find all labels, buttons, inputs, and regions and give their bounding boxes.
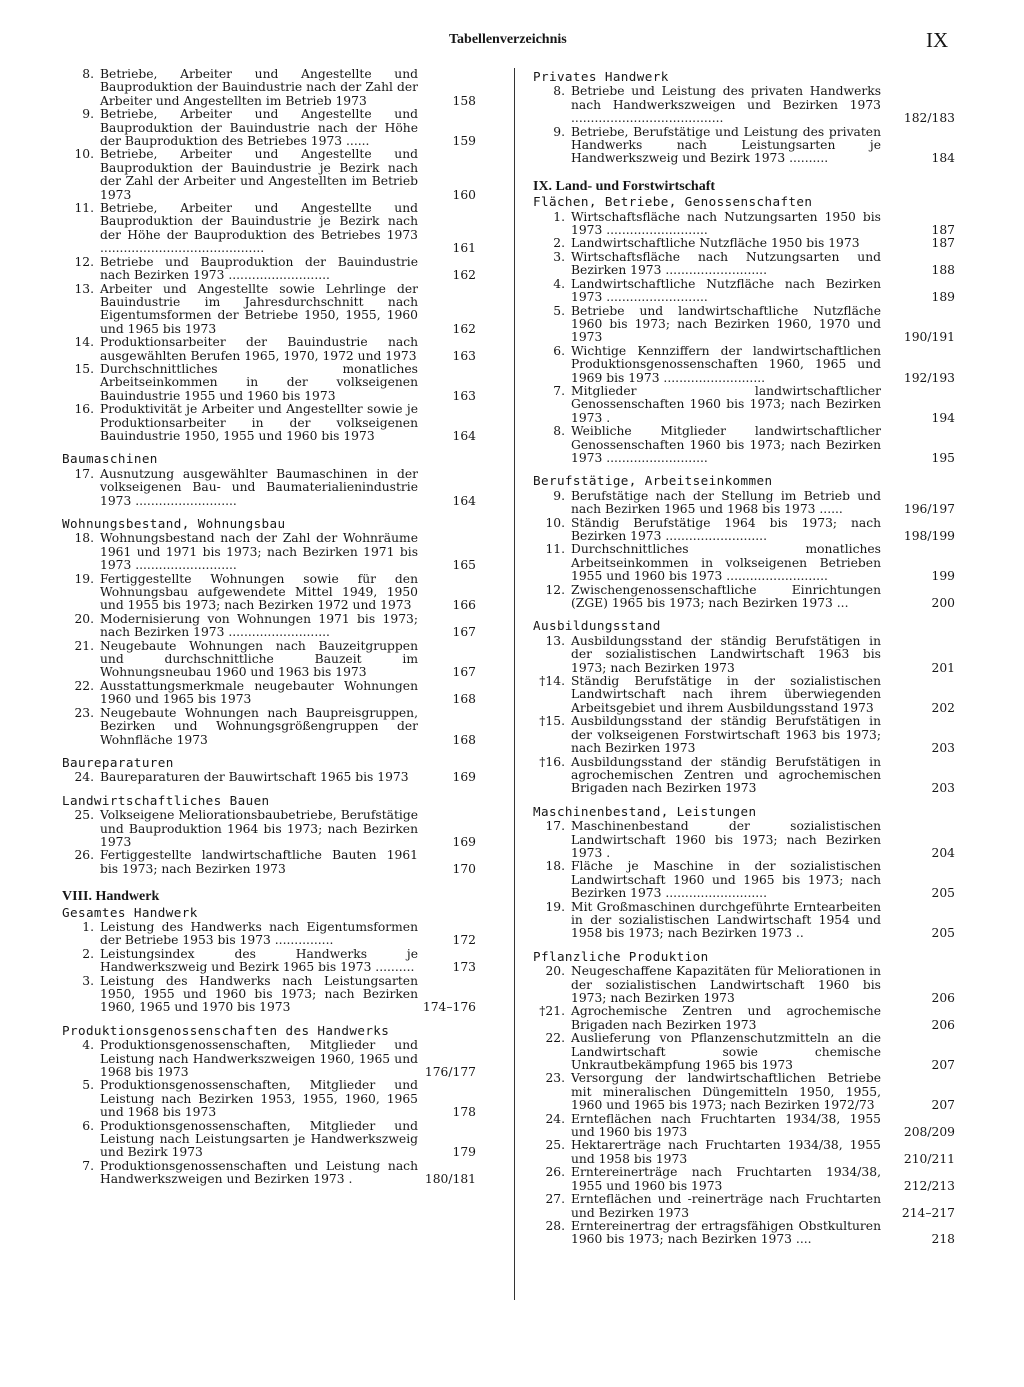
toc-entry (62, 202, 476, 256)
entry-number: 2. (82, 946, 94, 961)
entry-number: 4. (82, 1038, 94, 1053)
entry-title: Ausbildungsstand der ständig Berufstätigen in der sozialistischen Landwirtschaft 1963 bis 1973; nach Bezirken 1973 (571, 633, 881, 675)
entry-page: 203 (931, 781, 955, 796)
entry-title: Wirtschaftsfläche nach Nutzungsarten und Bezirken 1973 .......................... (571, 249, 881, 278)
entry-number: †16. (539, 754, 565, 769)
entry-page: 173 (452, 960, 476, 975)
toc-entry (533, 425, 955, 465)
toc-entry (62, 403, 476, 443)
entry-page: 214–217 (901, 1205, 955, 1220)
entry-title: Erntereinerträge nach Fruchtarten 1934/38, 1955 und 1960 bis 1973 (571, 1165, 881, 1193)
entry-page: 164 (452, 493, 476, 508)
entry-page: 194 (931, 410, 955, 425)
toc-entry (533, 901, 955, 941)
entry-number: 5. (553, 303, 565, 318)
entry-page: 199 (931, 569, 955, 584)
entry-page: 163 (452, 348, 476, 363)
entry-title: Leistung des Handwerks nach Leistungsarten 1950, 1955 und 1960 bis 1973; nach Bezirken 1960, 1965 und 1970 bis 1973 (100, 973, 418, 1015)
entry-page: 169 (452, 770, 476, 785)
entry-number: 11. (74, 201, 94, 216)
toc-entry (62, 573, 476, 613)
entry-number: 17. (74, 466, 94, 481)
entry-number: 14. (74, 335, 94, 350)
entry-title: Ausnutzung ausgewählter Baumaschinen in der volkseigenen Bau- und Baumaterialienindustrie 1973 .......................... (100, 466, 418, 508)
toc-entry (533, 278, 955, 305)
entry-title: Mitglieder landwirtschaftlicher Genossenschaften 1960 bis 1973; nach Bezirken 1973 . (571, 383, 881, 425)
entry-number: 11. (545, 542, 565, 557)
entry-group-baureparaturen (62, 771, 476, 784)
entry-page: 163 (452, 388, 476, 403)
entry-number: 9. (82, 107, 94, 122)
entry-title: Baureparaturen der Bauwirtschaft 1965 bis 1973 (100, 770, 409, 785)
toc-entry (62, 680, 476, 707)
toc-entry (62, 68, 476, 108)
entry-number: 13. (545, 633, 565, 648)
toc-entry (533, 1005, 955, 1032)
entry-number: 18. (74, 531, 94, 546)
toc-entry (533, 237, 955, 250)
entry-number: 21. (74, 638, 94, 653)
toc-entry (62, 849, 476, 876)
toc-entry (62, 771, 476, 784)
subheading: Wohnungsbestand, Wohnungsbau (62, 516, 286, 531)
entry-page: 178 (452, 1105, 476, 1120)
entry-title: Modernisierung von Wohnungen 1971 bis 1973; nach Bezirken 1973 .......................... (100, 611, 418, 640)
entry-title: Wirtschaftsfläche nach Nutzungsarten 1950 bis 1973 .......................... (571, 209, 881, 238)
subheading: Gesamtes Handwerk (62, 904, 198, 920)
entry-title: Leistungsindex des Handwerks je Handwerkszweig und Bezirk 1965 bis 1973 .......... (100, 946, 418, 975)
entry-number: 20. (74, 611, 94, 626)
toc-entry (533, 1032, 955, 1072)
entry-title: Betriebe, Arbeiter und Angestellte und Bauproduktion der Bauindustrie je Bezirk nach der Höhe der Bauproduktion des Betriebes 1973 .......................................... (100, 201, 418, 256)
entry-group-gesamtes-handwerk (62, 921, 476, 1015)
entry-number: 10. (74, 147, 94, 162)
entry-number: 8. (82, 67, 94, 81)
toc-entry (62, 283, 476, 337)
entry-title: Arbeiter und Angestellte sowie Lehrlinge der Bauindustrie im Jahresdurchschnitt nach Eigentumsformen der Betriebe 1950, 1955, 1960 und 1965 bis 1973 (100, 281, 418, 336)
entry-number: 22. (74, 678, 94, 693)
entry-page: 189 (931, 290, 955, 305)
toc-entry (62, 148, 476, 202)
entry-number: 26. (74, 848, 94, 863)
entry-title: Versorgung der landwirtschaftlichen Betriebe mit mineralischen Düngemitteln 1950, 1955, 1960 und 1965 bis 1973; nach Bezirken 1972/73 (571, 1071, 881, 1113)
entry-page: 196/197 (903, 502, 955, 517)
entry-number: 25. (545, 1138, 565, 1153)
entry-group-landwirtschaftliches-bauen (62, 809, 476, 876)
entry-title: Betriebe, Arbeiter und Angestellte und Bauproduktion der Bauindustrie nach der Höhe der Bauproduktion des Betriebes 1973 ...... (100, 107, 418, 149)
entry-title: Ausbildungsstand der ständig Berufstätigen in agrochemischen Zentren und agrochemischen Brigaden nach Bezirken 1973 (571, 754, 881, 796)
entry-page: 188 (931, 263, 955, 278)
entry-number: 23. (545, 1071, 565, 1086)
entry-page: 205 (931, 886, 955, 901)
toc-entry (62, 363, 476, 403)
running-title: Tabellenverzeichnis (449, 32, 567, 47)
entry-title: Ausbildungsstand der ständig Berufstätigen in der volkseigenen Forstwirtschaft 1963 bis 1973; nach Bezirken 1973 (571, 714, 881, 756)
entry-title: Produktionsgenossenschaften, Mitglieder und Leistung nach Handwerkszweigen 1960, 1965 und 1968 bis 1973 (100, 1038, 418, 1080)
entry-number: 24. (545, 1111, 565, 1126)
toc-entry (62, 532, 476, 572)
entry-group-maschinenbestand (533, 820, 955, 941)
entry-number: 9. (553, 124, 565, 139)
entry-page: 205 (931, 926, 955, 941)
entry-page: 195 (931, 450, 955, 465)
toc-entry (62, 1079, 476, 1119)
toc-entry (533, 1166, 955, 1193)
entry-page: 206 (931, 991, 955, 1005)
entry-title: Durchschnittliches monatliches Arbeitseinkommen in der volkseigenen Bauindustrie 1955 und 1960 bis 1973 (100, 361, 418, 403)
entry-title: Wichtige Kennziffern der landwirtschaftlichen Produktionsgenossenschaften 1960, 1965 und 1969 bis 1973 .......................... (571, 343, 881, 385)
entry-page: 168 (452, 732, 476, 747)
entry-number: 1. (82, 919, 94, 934)
entry-title: Betriebe und Bauproduktion der Bauindustrie nach Bezirken 1973 .......................... (100, 254, 418, 283)
entry-group-privates-handwerk (533, 85, 955, 165)
toc-entry (62, 256, 476, 283)
subheading: Privates Handwerk (533, 69, 669, 84)
page-number: IX (926, 28, 949, 52)
entry-page: 182/183 (903, 111, 955, 126)
entry-number: 6. (553, 343, 565, 358)
entry-number: 16. (74, 402, 94, 417)
toc-entry (533, 543, 955, 583)
toc-entry (533, 820, 955, 860)
entry-title: Ernteflächen nach Fruchtarten 1934/38, 1955 und 1960 bis 1973 (571, 1111, 881, 1140)
subheading: Baumaschinen (62, 451, 158, 467)
entry-number: 20. (545, 964, 565, 979)
entry-title: Landwirtschaftliche Nutzfläche 1950 bis 1973 (571, 236, 860, 251)
entry-number: 25. (74, 808, 94, 823)
entry-number: 13. (74, 281, 94, 296)
entry-number: 8. (553, 424, 565, 439)
subheading: Landwirtschaftliches Bauen (62, 792, 270, 808)
entry-number: 4. (553, 276, 565, 291)
entry-group-wohnungsbestand (62, 532, 476, 747)
entry-group-baumaschinen (62, 468, 476, 508)
toc-entry (62, 707, 476, 747)
column-divider (514, 68, 515, 1300)
entry-title: Ausstattungsmerkmale neugebauter Wohnungen 1960 und 1965 bis 1973 (100, 678, 418, 707)
entry-number: 23. (74, 705, 94, 720)
entry-page: 180/181 (424, 1172, 476, 1187)
entry-number: 17. (545, 819, 565, 834)
entry-page: 165 (452, 558, 476, 573)
toc-entry (533, 345, 955, 385)
toc-entry (533, 1113, 955, 1140)
entry-title: Produktivität je Arbeiter und Angestellter sowie je Produktionsarbeiter in der volkseigenen Bauindustrie 1950, 1955 und 1960 bis 1973 (100, 402, 418, 443)
toc-entry (533, 211, 955, 238)
subheading: Pflanzliche Produktion (533, 948, 709, 964)
entry-title: Leistung des Handwerks nach Eigentumsformen der Betriebe 1953 bis 1973 ............... (100, 919, 418, 948)
toc-entry (62, 613, 476, 640)
entry-page: 218 (931, 1232, 955, 1247)
toc-entry (533, 517, 955, 544)
toc-entry (533, 860, 955, 900)
entry-page: 201 (931, 660, 955, 675)
entry-title: Produktionsgenossenschaften und Leistung nach Handwerkszweigen und Bezirken 1973 . (100, 1158, 418, 1187)
entry-page: 207 (931, 1098, 955, 1113)
entry-number: 24. (74, 770, 94, 785)
entry-page: 164 (452, 428, 476, 443)
entry-title: Wohnungsbestand nach der Zahl der Wohnräume 1961 und 1971 bis 1973; nach Bezirken 1971 bis 1973 .......................... (100, 531, 418, 573)
toc-entry (533, 1139, 955, 1166)
entry-number: 3. (82, 973, 94, 988)
toc-entry (62, 1039, 476, 1079)
entry-group-pflanzliche-produktion (533, 965, 955, 1247)
entry-title: Mit Großmaschinen durchgeführte Erntearbeiten in der sozialistischen Landwirtschaft 1954 und 1958 bis 1973; nach Bezirken 1973 .. (571, 899, 881, 941)
entry-title: Hektarerträge nach Fruchtarten 1934/38, 1955 und 1958 bis 1973 (571, 1138, 881, 1166)
entry-page: 202 (931, 700, 955, 715)
entry-page: 187 (931, 236, 955, 251)
entry-title: Auslieferung von Pflanzenschutzmitteln an die Landwirtschaft sowie chemische Unkrautbekämpfung 1965 bis 1973 (571, 1031, 881, 1073)
toc-entry (533, 756, 955, 796)
entry-page: 168 (452, 692, 476, 707)
entry-title: Fläche je Maschine in der sozialistischen Landwirtschaft 1960 und 1965 bis 1973; nach Bezirken 1973 .......................... (571, 859, 881, 901)
entry-number: 5. (82, 1078, 94, 1093)
toc-entry (62, 975, 476, 1015)
entry-title: Fertiggestellte Wohnungen sowie für den Wohnungsbau aufgewendete Mittel 1949, 1950 und 1955 bis 1973; nach Bezirken 1972 und 1973 (100, 571, 418, 613)
entry-group-berufstaetige (533, 490, 955, 611)
entry-number: 9. (553, 488, 565, 503)
section-heading: IX. Land- und Forstwirtschaft (533, 178, 716, 194)
entry-title: Fertiggestellte landwirtschaftliche Bauten 1961 bis 1973; nach Bezirken 1973 (100, 848, 418, 876)
entry-title: Betriebe, Berufstätige und Leistung des privaten Handwerks nach Leistungsarten je Handwerkszweig und Bezirk 1973 .......... (571, 124, 881, 166)
entry-page: 212/213 (903, 1178, 955, 1193)
entry-number: 7. (82, 1158, 94, 1173)
entry-title: Produktionsarbeiter der Bauindustrie nach ausgewählten Berufen 1965, 1970, 1972 und 1973 (100, 335, 418, 363)
entry-number: 1. (553, 209, 565, 224)
toc-entry (533, 715, 955, 755)
entry-title: Volkseigene Meliorationsbaubetriebe, Berufstätige und Bauproduktion 1964 bis 1973; nach Bezirken 1973 (100, 808, 418, 849)
entry-page: 170 (452, 861, 476, 876)
entry-page: 167 (452, 665, 476, 680)
entry-number: 12. (74, 254, 94, 269)
toc-entry (533, 85, 955, 125)
entry-title: Neugebaute Wohnungen nach Baupreisgruppen, Bezirken und Wohnungsgrößengruppen der Wohnfläche 1973 (100, 705, 418, 747)
toc-entry (533, 965, 955, 1005)
entry-number: 8. (553, 84, 565, 99)
toc-entry (533, 490, 955, 517)
entry-group-flaechen (533, 211, 955, 466)
toc-entry (533, 385, 955, 425)
entry-page: 179 (452, 1145, 476, 1160)
subheading: Ausbildungsstand (533, 618, 661, 634)
entry-title: Betriebe und Leistung des privaten Handwerks nach Handwerkszweigen und Bezirken 1973 ....................................... (571, 84, 881, 126)
entry-title: Neugebaute Wohnungen nach Bauzeitgruppen und durchschnittliche Bauzeit im Wohnungsneubau 1960 und 1963 bis 1973 (100, 638, 418, 680)
entry-number: †15. (539, 714, 565, 729)
entry-number: 18. (545, 859, 565, 874)
entry-page: 169 (452, 834, 476, 849)
toc-entry (533, 305, 955, 345)
entry-number: 6. (82, 1118, 94, 1133)
entry-page: 190/191 (903, 330, 955, 345)
subheading: Produktionsgenossenschaften des Handwerks (62, 1022, 390, 1038)
entry-title: Neugeschaffene Kapazitäten für Meliorationen in der sozialistischen Landwirtschaft 1960 bis 1973; nach Bezirken 1973 (571, 964, 881, 1005)
entry-page: 198/199 (903, 529, 955, 543)
toc-entry (62, 336, 476, 363)
entry-title: Produktionsgenossenschaften, Mitglieder und Leistung nach Bezirken 1953, 1955, 1960, 1965 und 1968 bis 1973 (100, 1078, 418, 1120)
entry-page: 160 (452, 187, 476, 202)
entry-page: 192/193 (903, 370, 955, 385)
entry-page: 187 (931, 223, 955, 238)
entry-page: 159 (452, 134, 476, 149)
entry-title: Maschinenbestand der sozialistischen Landwirtschaft 1960 bis 1973; nach Bezirken 1973 . (571, 819, 881, 860)
entry-page: 184 (931, 151, 955, 166)
entry-title: Zwischengenossenschaftliche Einrichtungen (ZGE) 1965 bis 1973; nach Bezirken 1973 ... (571, 582, 881, 611)
toc-entry (62, 1120, 476, 1160)
entry-number: 2. (553, 236, 565, 251)
entry-title: Produktionsgenossenschaften, Mitglieder und Leistung nach Leistungsarten je Handwerkszweig und Bezirk 1973 (100, 1118, 418, 1160)
entry-title: Weibliche Mitglieder landwirtschaftlicher Genossenschaften 1960 bis 1973; nach Bezirken 1973 .......................... (571, 424, 881, 465)
entry-title: Betriebe und landwirtschaftliche Nutzfläche 1960 bis 1973; nach Bezirken 1960, 1970 und 1973 (571, 303, 881, 345)
entry-number: 22. (545, 1031, 565, 1046)
toc-entry (62, 809, 476, 849)
entry-number: 26. (545, 1165, 565, 1180)
toc-entry (62, 640, 476, 680)
entry-page: 161 (452, 241, 476, 256)
entry-page: 204 (931, 845, 955, 860)
toc-entry (533, 635, 955, 675)
entry-number: 15. (74, 361, 94, 376)
entry-title: Durchschnittliches monatliches Arbeitseinkommen in volkseigenen Betrieben 1955 und 1960 bis 1973 .......................... (571, 542, 881, 584)
toc-entry (62, 948, 476, 975)
toc-entry (533, 1193, 955, 1220)
entry-group-produktionsgenossenschaften (62, 1039, 476, 1186)
entry-page: 207 (931, 1058, 955, 1073)
entry-page: 172 (452, 933, 476, 948)
toc-entry (533, 1072, 955, 1112)
entry-page: 158 (452, 93, 476, 108)
entry-page: 176/177 (424, 1065, 476, 1080)
entry-number: 27. (545, 1192, 565, 1207)
subheading: Maschinenbestand, Leistungen (533, 803, 757, 819)
entry-number: 19. (545, 899, 565, 914)
entry-title: Agrochemische Zentren und agrochemische Brigaden nach Bezirken 1973 (571, 1004, 881, 1032)
toc-entry (533, 675, 955, 715)
entry-number: 3. (553, 249, 565, 264)
entry-page: 206 (931, 1017, 955, 1032)
toc-entry (533, 584, 955, 611)
entry-number: 12. (545, 582, 565, 597)
entry-title: Ständig Berufstätige in der sozialistischen Landwirtschaft nach ihrem überwiegenden Arbeitsgebiet und ihrem Ausbildungsstand 1973 (571, 674, 881, 715)
right-column (533, 70, 955, 1247)
entry-group-ausbildungsstand (533, 635, 955, 796)
entry-title: Berufstätige nach der Stellung im Betrieb und nach Bezirken 1965 und 1968 bis 1973 ...... (571, 488, 881, 517)
entry-title: Betriebe, Arbeiter und Angestellte und Bauproduktion der Bauindustrie je Bezirk nach der Zahl der Arbeiter und Angestellten im Betrieb 1973 (100, 147, 418, 202)
entry-page: 200 (931, 596, 955, 611)
entry-page: 174–176 (422, 1000, 476, 1015)
subheading: Berufstätige, Arbeitseinkommen (533, 473, 773, 489)
entry-number: 10. (545, 515, 565, 530)
entry-page: 162 (452, 321, 476, 336)
toc-entry (62, 1160, 476, 1187)
toc-entry (533, 126, 955, 166)
entry-title: Ständig Berufstätige 1964 bis 1973; nach Bezirken 1973 .......................... (571, 515, 881, 543)
entry-page: 203 (931, 741, 955, 756)
entry-title: Erntereinertrag der ertragsfähigen Obstkulturen 1960 bis 1973; nach Bezirken 1973 .... (571, 1218, 881, 1247)
entry-title: Ernteflächen und -reinerträge nach Fruchtarten und Bezirken 1973 (571, 1192, 881, 1220)
subheading: Flächen, Betriebe, Genossenschaften (533, 194, 813, 210)
entry-title: Landwirtschaftliche Nutzfläche nach Bezirken 1973 .......................... (571, 276, 881, 305)
entry-page: 167 (452, 625, 476, 640)
left-column (62, 68, 476, 1187)
toc-entry (62, 108, 476, 148)
entry-number: †21. (539, 1004, 565, 1019)
section-heading: VIII. Handwerk (62, 889, 160, 905)
entry-page: 210/211 (903, 1151, 955, 1166)
entry-page: 162 (452, 268, 476, 283)
entry-page: 166 (452, 598, 476, 613)
entry-number: 7. (553, 383, 565, 398)
entry-group-bauindustrie (62, 68, 476, 443)
entry-number: 28. (545, 1218, 565, 1233)
entry-page: 208/209 (903, 1125, 955, 1140)
toc-entry (533, 1220, 955, 1247)
toc-entry (533, 251, 955, 278)
entry-number: †14. (539, 674, 565, 689)
toc-entry (62, 468, 476, 508)
entry-number: 19. (74, 571, 94, 586)
toc-entry (62, 921, 476, 948)
entry-title: Betriebe, Arbeiter und Angestellte und Bauproduktion der Bauindustrie nach der Zahl der Arbeiter und Angestellten im Betrieb 1973 (100, 67, 418, 108)
subheading: Baureparaturen (62, 754, 174, 770)
